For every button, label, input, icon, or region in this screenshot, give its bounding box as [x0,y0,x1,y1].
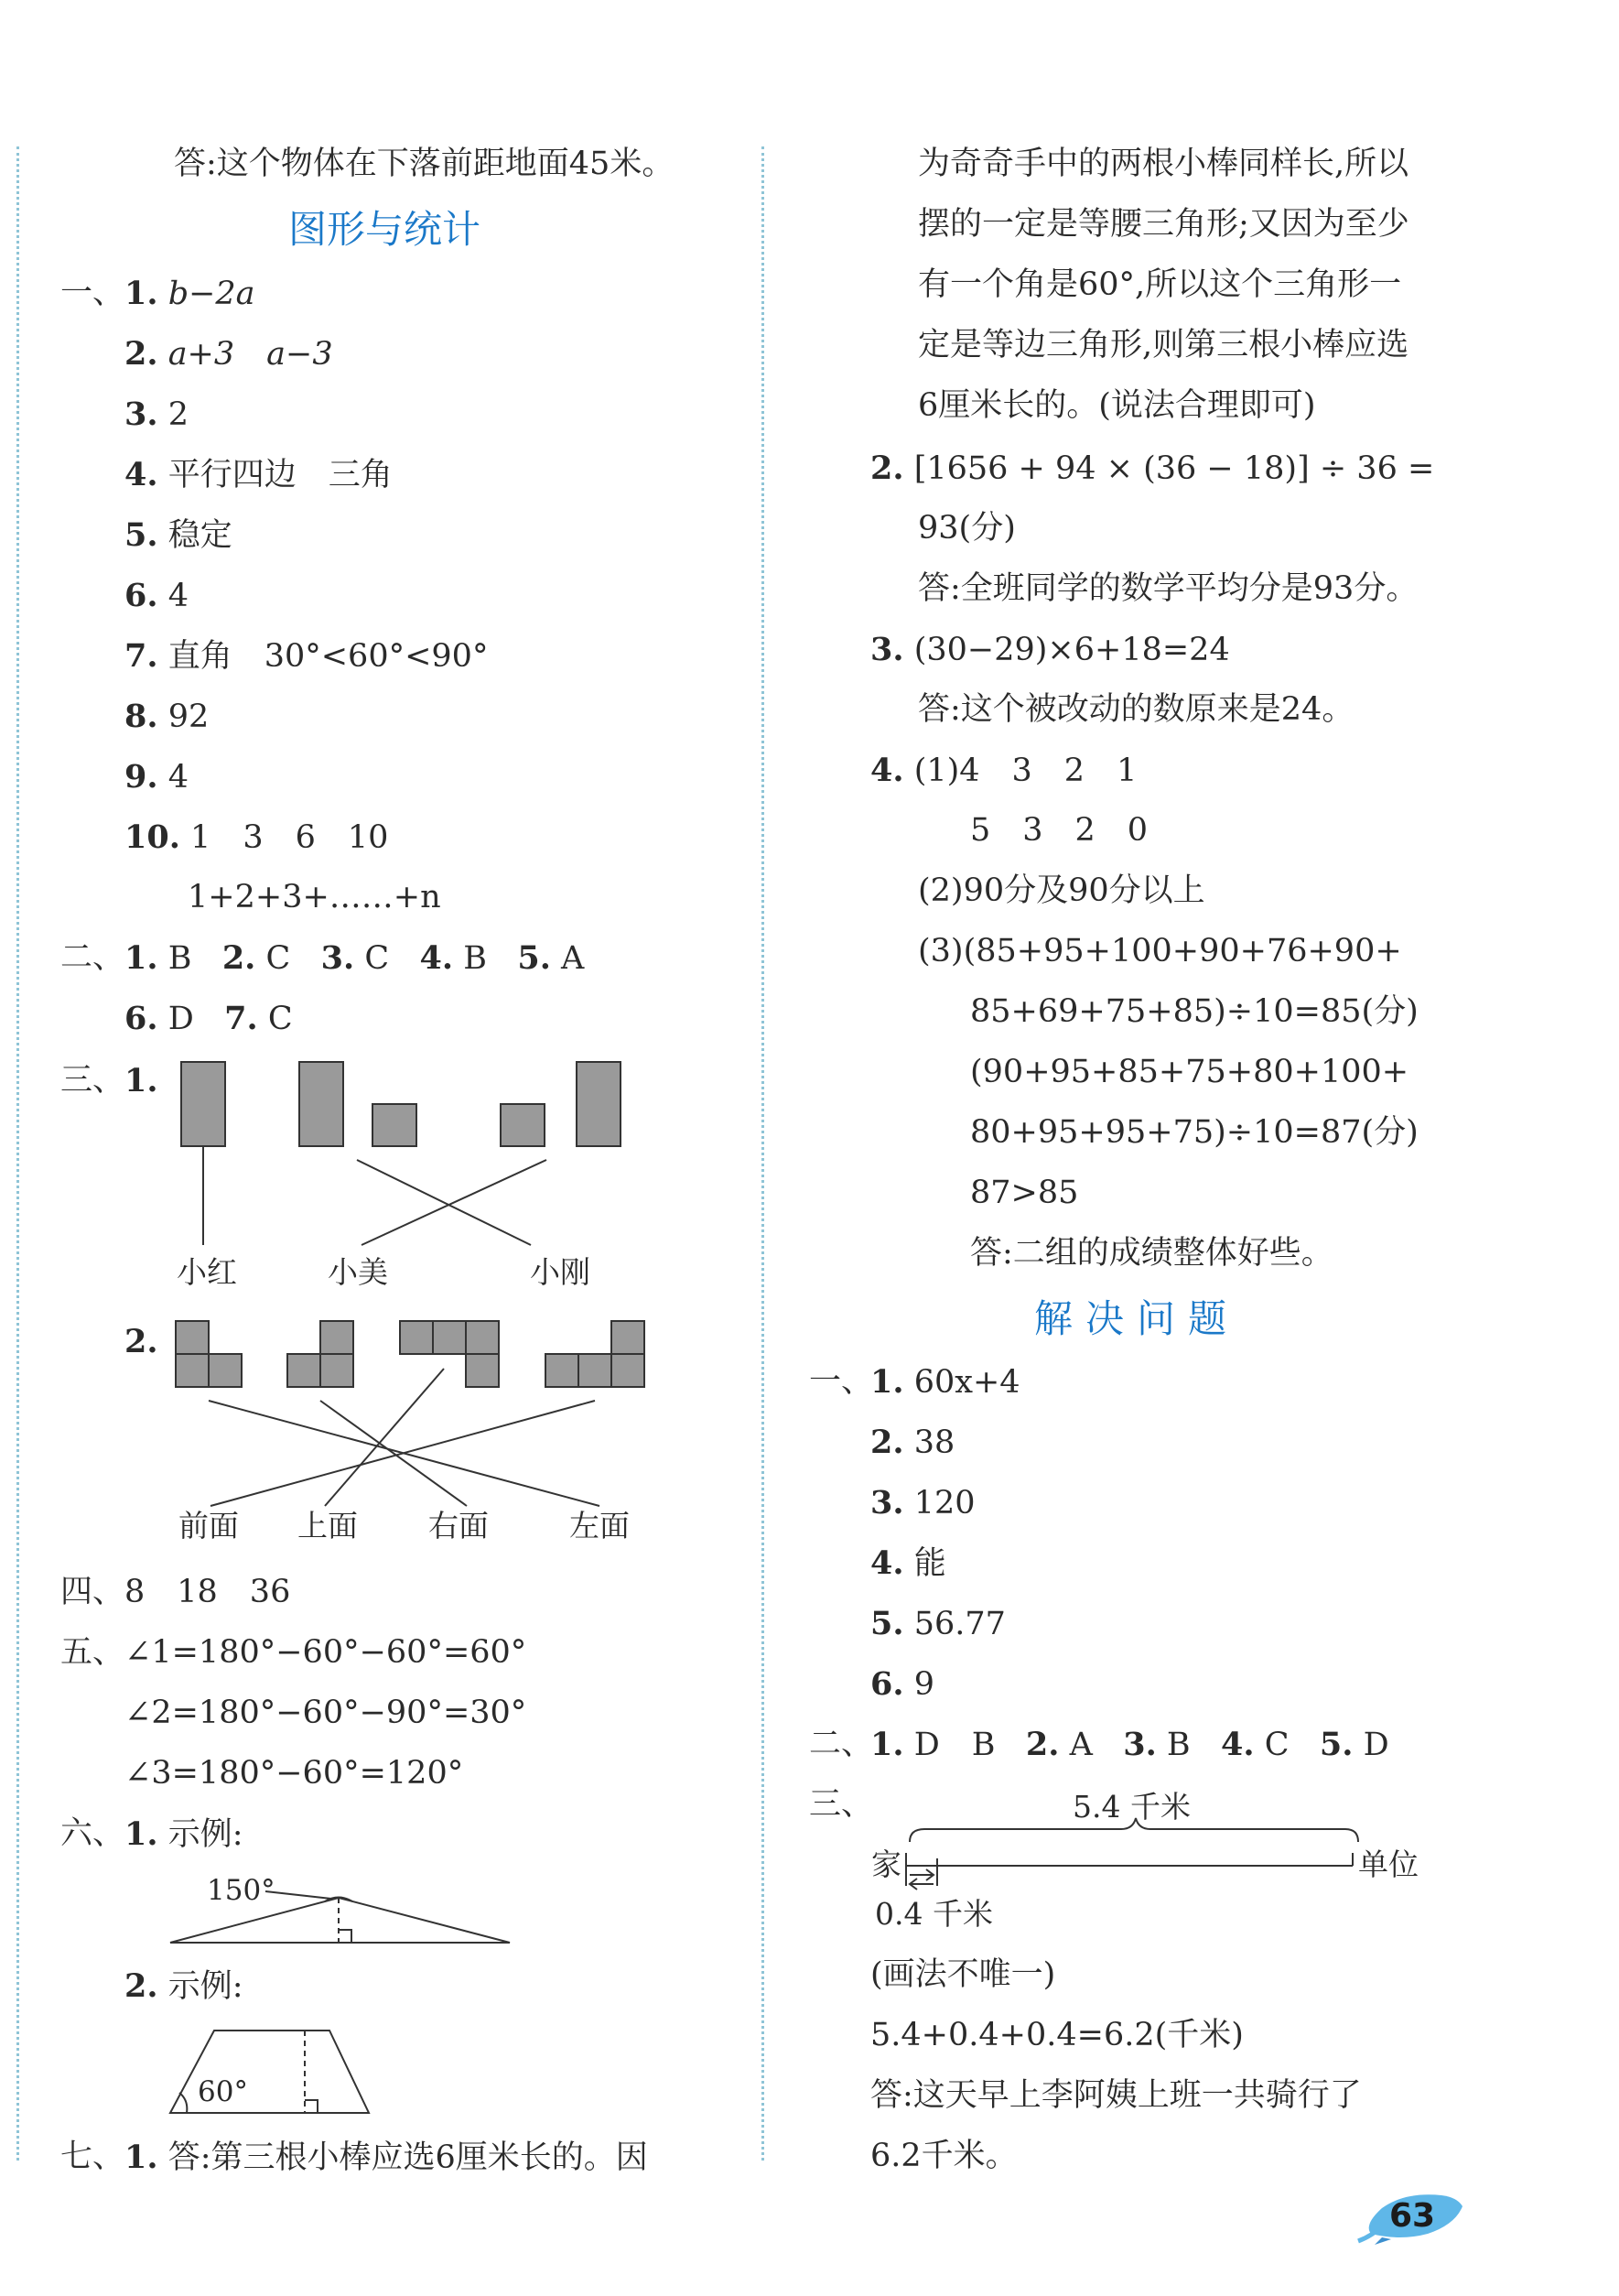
ps-answer-5: 5. 56.77 [870,1605,1006,1642]
qi-q2-answer: 答:全班同学的数学平均分是93分。 [918,570,1419,607]
choice-row-1: 1. B 2. C 3. C 4. B 5. A [124,939,585,977]
qi-q4-part1b: 5 3 2 0 [970,812,1149,849]
san-q2-number: 2. [124,1323,158,1360]
liu-q1: 1. 示例: [124,1815,243,1853]
liu-q2: 2. 示例: [124,1967,243,2005]
tall-rect-1 [181,1062,225,1146]
view-label-top: 上面 [297,1508,358,1543]
ps-choice-row: 1. D B 2. A 3. B 4. C 5. D [870,1726,1389,1763]
qi-cont-line-4: 定是等边三角形,则第三根小棒应选 [918,327,1409,363]
home-label: 家 [871,1847,901,1882]
section-title-problem-solving: 解决问题 [1034,1296,1240,1341]
answer-1-5: 5. 稳定 [124,516,232,554]
angle-calc-1: ∠1=180°−60°−60°=60° [124,1634,527,1671]
answer-1-6: 6. 4 [124,577,189,614]
page-number-badge [1355,2188,1464,2247]
section-marker-san-right: 三、 [809,1786,874,1823]
answer-1-10: 10. 1 3 6 10 [124,818,389,856]
distance-label: 5.4 千米 [1073,1789,1191,1825]
view-label-right: 右面 [428,1508,489,1543]
small-distance-label: 0.4 千米 [875,1896,993,1932]
small-square-2 [501,1104,545,1146]
answer-1-7: 7. 直角 30°<60°<90° [124,637,489,675]
qi-q4-part3-line2: 85+69+75+85)÷10=85(分) [970,993,1419,1030]
qi-q4-part3-line1: (3)(85+95+100+90+76+90+ [918,933,1402,969]
angle-calc-3: ∠3=180°−60°=120° [124,1755,464,1792]
final-answer-line2: 6.2千米。 [870,2138,1018,2174]
answer-1-10-sum: 1+2+3+……+n [188,879,441,915]
ps-answer-6: 6. 9 [870,1665,934,1703]
si-answer: 8 18 36 [124,1574,291,1610]
section-marker-yi-right: 一、 [809,1363,874,1400]
top-answer: 答:这个物体在下落前距地面45米。 [174,146,675,182]
name-label-xiaomei: 小美 [328,1254,388,1290]
drawing-note: (画法不唯一) [870,1956,1056,1993]
section-marker-qi: 七、 [60,2139,125,2175]
qi-q3-line1: 3. (30−29)×6+18=24 [870,631,1230,668]
qi-q2-line1: 2. [1656 + 94 × (36 − 18)] ÷ 36 = [870,449,1435,487]
view-label-front: 前面 [178,1508,239,1543]
answer-1-9: 9. 4 [124,758,189,796]
match-line-3 [362,1160,546,1245]
qi-cont-line-5: 6厘米长的。(说法合理即可) [918,387,1316,424]
san-q1-number: 1. [124,1062,158,1099]
ps-answer-2: 2. 38 [870,1424,955,1461]
tall-rect-3 [577,1062,621,1146]
section-marker-si: 四、 [60,1574,125,1610]
workplace-label: 单位 [1358,1847,1419,1882]
angle-label-60: 60° [198,2075,248,2108]
angle-calc-2: ∠2=180°−60°−90°=30° [124,1695,527,1731]
qi-q3-answer: 答:这个被改动的数原来是24。 [918,691,1355,728]
angle-label-150: 150° [207,1874,275,1907]
section-title-graphics-stats: 图形与统计 [288,207,481,252]
section-marker-liu: 六、 [60,1815,125,1852]
qi-cont-line-2: 摆的一定是等腰三角形;又因为至少 [918,206,1409,243]
qi-cont-line-1: 为奇奇手中的两根小棒同样长,所以 [918,146,1409,182]
view-label-left: 左面 [569,1508,630,1543]
qi-q4-part1a: 4. (1)4 3 2 1 [870,752,1138,789]
qi-q4-part3-line4: 80+95+95+75)÷10=87(分) [970,1114,1419,1151]
distance-calc: 5.4+0.4+0.4=6.2(千米) [870,2017,1244,2053]
section-marker-er-right: 二、 [809,1726,874,1762]
qi-q4-part3-line3: (90+95+85+75+80+100+ [970,1054,1409,1090]
ps-answer-3: 3. 120 [870,1484,976,1522]
name-label-xiaogang: 小刚 [530,1254,590,1290]
answer-1-1: 1. b−2a [124,275,255,312]
qi-q1-line1: 1. 答:第三根小棒应选6厘米长的。因 [124,2139,648,2176]
ps-answer-4: 4. 能 [870,1544,946,1582]
qi-q4-part3-line5: 87>85 [970,1175,1079,1211]
column-divider [761,146,764,2161]
qi-cont-line-3: 有一个角是60°,所以这个三角形一 [918,266,1402,303]
name-label-xiaohong: 小红 [177,1254,237,1290]
answer-1-8: 8. 92 [124,698,210,735]
section-marker-er: 二、 [60,939,125,976]
qi-q4-part2: (2)90分及90分以上 [918,872,1205,909]
answer-1-2: 2. a+3 a−3 [124,335,333,373]
section-marker-yi: 一、 [60,275,125,311]
small-square-1 [372,1104,416,1146]
answer-1-4: 4. 平行四边 三角 [124,456,393,493]
section-marker-wu: 五、 [60,1634,125,1671]
section-marker-san: 三、 [60,1062,125,1099]
match-line-2 [357,1160,531,1245]
left-margin-line [16,146,19,2161]
ps-answer-1: 1. 60x+4 [870,1363,1020,1401]
tall-rect-2 [299,1062,343,1146]
answer-1-3: 3. 2 [124,395,189,433]
final-answer-line1: 答:这天早上李阿姨上班一共骑行了 [870,2077,1362,2114]
qi-q2-line2: 93(分) [918,510,1016,547]
page-number: 63 [1389,2197,1436,2235]
qi-q4-answer: 答:二组的成绩整体好些。 [970,1235,1333,1272]
route-diagram [0,0,1,1]
choice-row-2: 6. D 7. C [124,1000,293,1037]
